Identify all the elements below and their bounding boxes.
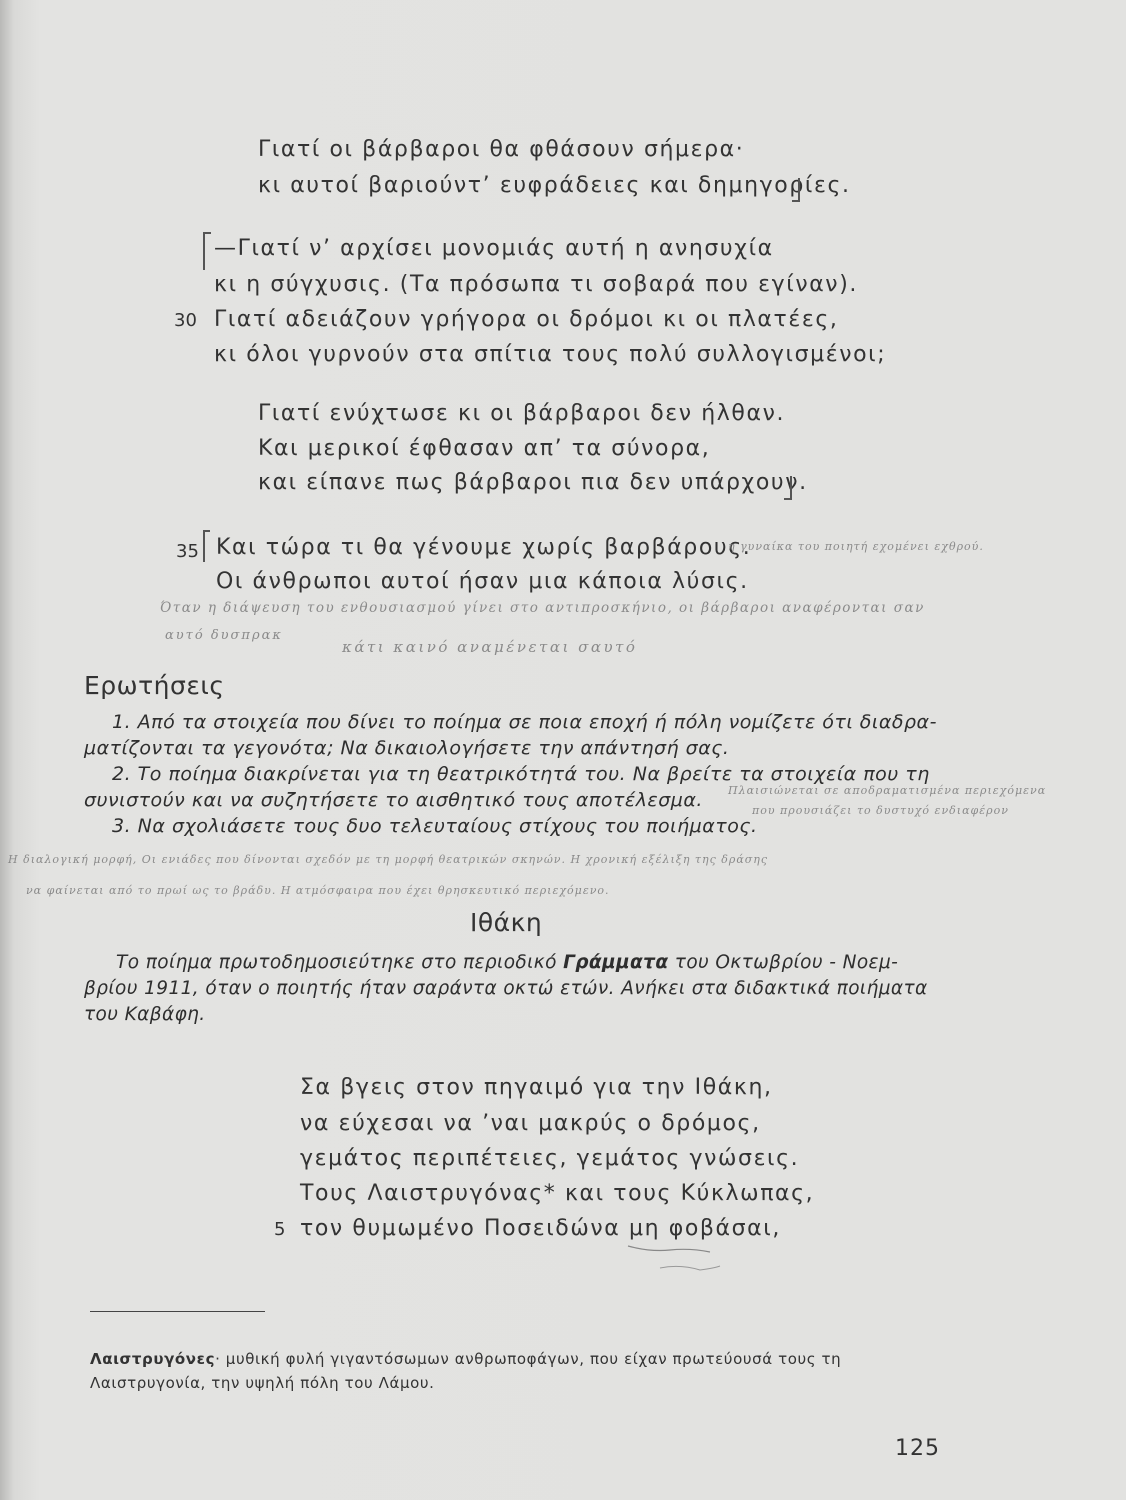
line-number: 5 (274, 1219, 286, 1240)
handwritten-note: κάτι καινό αναμένεται σαυτό (342, 638, 638, 656)
poem-title: Ιθάκη (470, 908, 543, 937)
footnote-rule (90, 1311, 265, 1312)
question-1-cont: ματίζονται τα γεγονότα; Να δικαιολογήσετε την απάντησή σας. (84, 737, 730, 759)
handwritten-note: που προυσιάζει το δυστυχό ενδιαφέρον (752, 804, 1009, 817)
poem-line: Γιατί οι βάρβαροι θα φθάσουν σήμερα· (258, 137, 745, 162)
intro-text: βρίου 1911, όταν ο ποιητής ήταν σαράντα οκτώ ετών. Ανήκει στα διδακτικά ποιήματα (84, 978, 928, 999)
page-number: 125 (895, 1436, 940, 1461)
handwritten-note: να φαίνεται από το πρωί ως το βράδυ. Η ατμόσφαιρα που έχει θρησκευτικό περιεχόμενο. (26, 884, 610, 897)
question-3: 3. Να σχολιάσετε τους δυο τελευταίους στίχους του ποιήματος. (112, 815, 758, 837)
intro-text: του Καβάφη. (84, 1004, 206, 1025)
handwritten-note: Η διαλογική μορφή, Οι ενιάδες που δίνονται σχεδόν με τη μορφή θεατρικών σκηνών. Η χρονική εξέλιξη της δράσης (8, 853, 769, 866)
margin-bracket (792, 178, 800, 202)
poem-line: Γιατί ενύχτωσε κι οι βάρβαροι δεν ήλθαν. (258, 401, 786, 426)
poem-line: Γιατί αδειάζουν γρήγορα οι δρόμοι κι οι πλατέες, (214, 307, 839, 332)
poem-line: Οι άνθρωποι αυτοί ήσαν μια κάποια λύσις. (216, 569, 749, 594)
poem-line: τον θυμωμένο Ποσειδώνα μη φοβάσαι, (300, 1216, 781, 1241)
poem-line: κι όλοι γυρνούν στα σπίτια τους πολύ συλλογισμένοι; (214, 342, 887, 367)
poem-line: Και τώρα τι θα γένουμε χωρίς βαρβάρους. (216, 535, 752, 560)
margin-bracket (203, 530, 210, 562)
poem-line: Σα βγεις στον πηγαιμό για την Ιθάκη, (300, 1075, 773, 1100)
poem-line: να εύχεσαι να ’ναι μακρύς ο δρόμος, (300, 1111, 761, 1136)
poem-line: κι αυτοί βαριούντ’ ευφράδειες και δημηγορίες. (258, 173, 851, 198)
poem-line: —Γιατί ν’ αρχίσει μονομιάς αυτή η ανησυχία (214, 236, 774, 261)
poem-line: Τους Λαιστρυγόνας* και τους Κύκλωπας, (300, 1181, 815, 1206)
handwritten-note: Όταν η διάψευση του ενθουσιασμού γίνει στο αντιπροσκήνιο, οι βάρβαροι αναφέρονται σαν (160, 600, 925, 616)
handwritten-note: η γυναίκα του ποιητή εχομένει εχθρού. (728, 540, 984, 553)
margin-bracket (784, 476, 792, 500)
line-number: 35 (176, 541, 199, 562)
question-1: 1. Από τα στοιχεία που δίνει το ποίημα σε ποια εποχή ή πόλη νομίζετε ότι διαδρα- (112, 711, 937, 733)
margin-bracket (203, 232, 211, 270)
intro-text: Το ποίημα πρωτοδημοσιεύτηκε στο περιοδικό Γράμματα του Οκτωβρίου - Νοεμ- (116, 952, 899, 973)
poem-line: κι η σύγχυσις. (Τα πρόσωπα τι σοβαρά που εγίναν). (214, 272, 858, 297)
footnote: Λαιστρυγόνες· μυθική φυλή γιγαντόσωμων ανθρωποφάγων, που είχαν πρωτεύουσά τους τη (90, 1350, 842, 1368)
question-2-cont: συνιστούν και να συζητήσετε το αισθητικό τους αποτέλεσμα. (84, 789, 703, 811)
questions-heading: Ερωτήσεις (84, 671, 225, 700)
line-number: 30 (174, 310, 197, 331)
pencil-scribble (620, 1238, 730, 1283)
footnote-cont: Λαιστρυγονία, την υψηλή πόλη του Λάμου. (90, 1374, 435, 1392)
poem-line: γεμάτος περιπέτειες, γεμάτος γνώσεις. (300, 1146, 800, 1171)
handwritten-note: Πλαισιώνεται σε αποδραματισμένα περιεχόμενα (728, 784, 1047, 797)
question-2: 2. Το ποίημα διακρίνεται για τη θεατρικότητά του. Να βρείτε τα στοιχεία που τη (112, 763, 930, 785)
poem-line: Και μερικοί έφθασαν απ’ τα σύνορα, (258, 436, 711, 461)
handwritten-note: αυτό δυσπρακ (165, 628, 283, 643)
poem-line: και είπανε πως βάρβαροι πια δεν υπάρχουν. (258, 470, 808, 495)
